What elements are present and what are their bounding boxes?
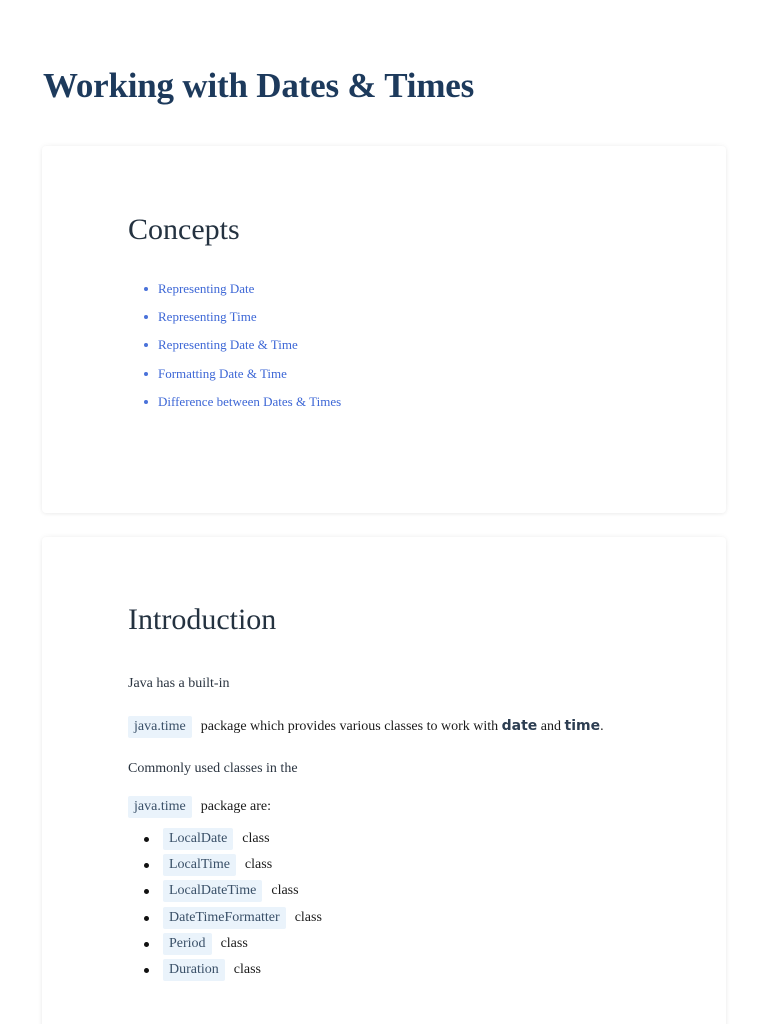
inline-code: java.time — [128, 796, 192, 818]
class-name-code: LocalTime — [163, 854, 236, 876]
bullet-icon — [144, 315, 148, 319]
paragraph-text: and — [540, 719, 562, 734]
concept-link-representing-date-time[interactable]: Representing Date & Time — [158, 337, 298, 353]
inline-code: java.time — [128, 716, 192, 738]
class-suffix: class — [233, 961, 261, 977]
bullet-icon — [144, 287, 148, 291]
paragraph-text: . — [600, 719, 604, 734]
bullet-icon — [144, 942, 149, 947]
intro-paragraph-4 — [128, 796, 271, 818]
class-suffix: class — [242, 831, 270, 846]
class-name-code: Period — [163, 933, 212, 955]
paragraph-text: package which provides various classes to work with — [200, 719, 499, 734]
class-suffix: class — [271, 883, 299, 899]
emphasis-date: date — [501, 718, 538, 734]
paragraph-text: package are: — [200, 799, 272, 814]
concepts-card — [42, 146, 726, 513]
intro-paragraph-1: Java has a built-in — [128, 676, 230, 691]
bullet-icon — [144, 916, 149, 921]
class-suffix: class — [220, 935, 248, 951]
concept-link-difference-dates-times[interactable]: Difference between Dates & Times — [158, 393, 342, 409]
bullet-icon — [144, 372, 148, 376]
bullet-icon — [144, 889, 149, 894]
concept-link-representing-date[interactable]: Representing Date — [158, 281, 255, 296]
bullet-icon — [144, 400, 148, 404]
bullet-icon — [144, 837, 149, 842]
introduction-heading: Introduction — [128, 603, 277, 636]
class-name-code: LocalDate — [163, 828, 233, 850]
bullet-icon — [144, 968, 149, 973]
concept-link-representing-time[interactable]: Representing Time — [158, 309, 257, 325]
page-title: Working with Dates & Times — [43, 66, 475, 105]
class-name-code: Duration — [163, 959, 225, 981]
intro-paragraph-3: Commonly used classes in the — [128, 761, 298, 776]
emphasis-time: time — [564, 718, 601, 734]
introduction-card — [42, 537, 726, 1024]
bullet-icon — [144, 863, 149, 868]
class-suffix: class — [294, 909, 322, 925]
class-name-code: LocalDateTime — [163, 880, 262, 902]
bullet-icon — [144, 343, 148, 347]
concept-link-formatting-date-time[interactable]: Formatting Date & Time — [158, 365, 287, 381]
class-name-code: DateTimeFormatter — [163, 907, 286, 929]
concepts-heading: Concepts — [128, 213, 240, 246]
intro-paragraph-2 — [128, 716, 604, 738]
class-suffix: class — [244, 857, 273, 873]
